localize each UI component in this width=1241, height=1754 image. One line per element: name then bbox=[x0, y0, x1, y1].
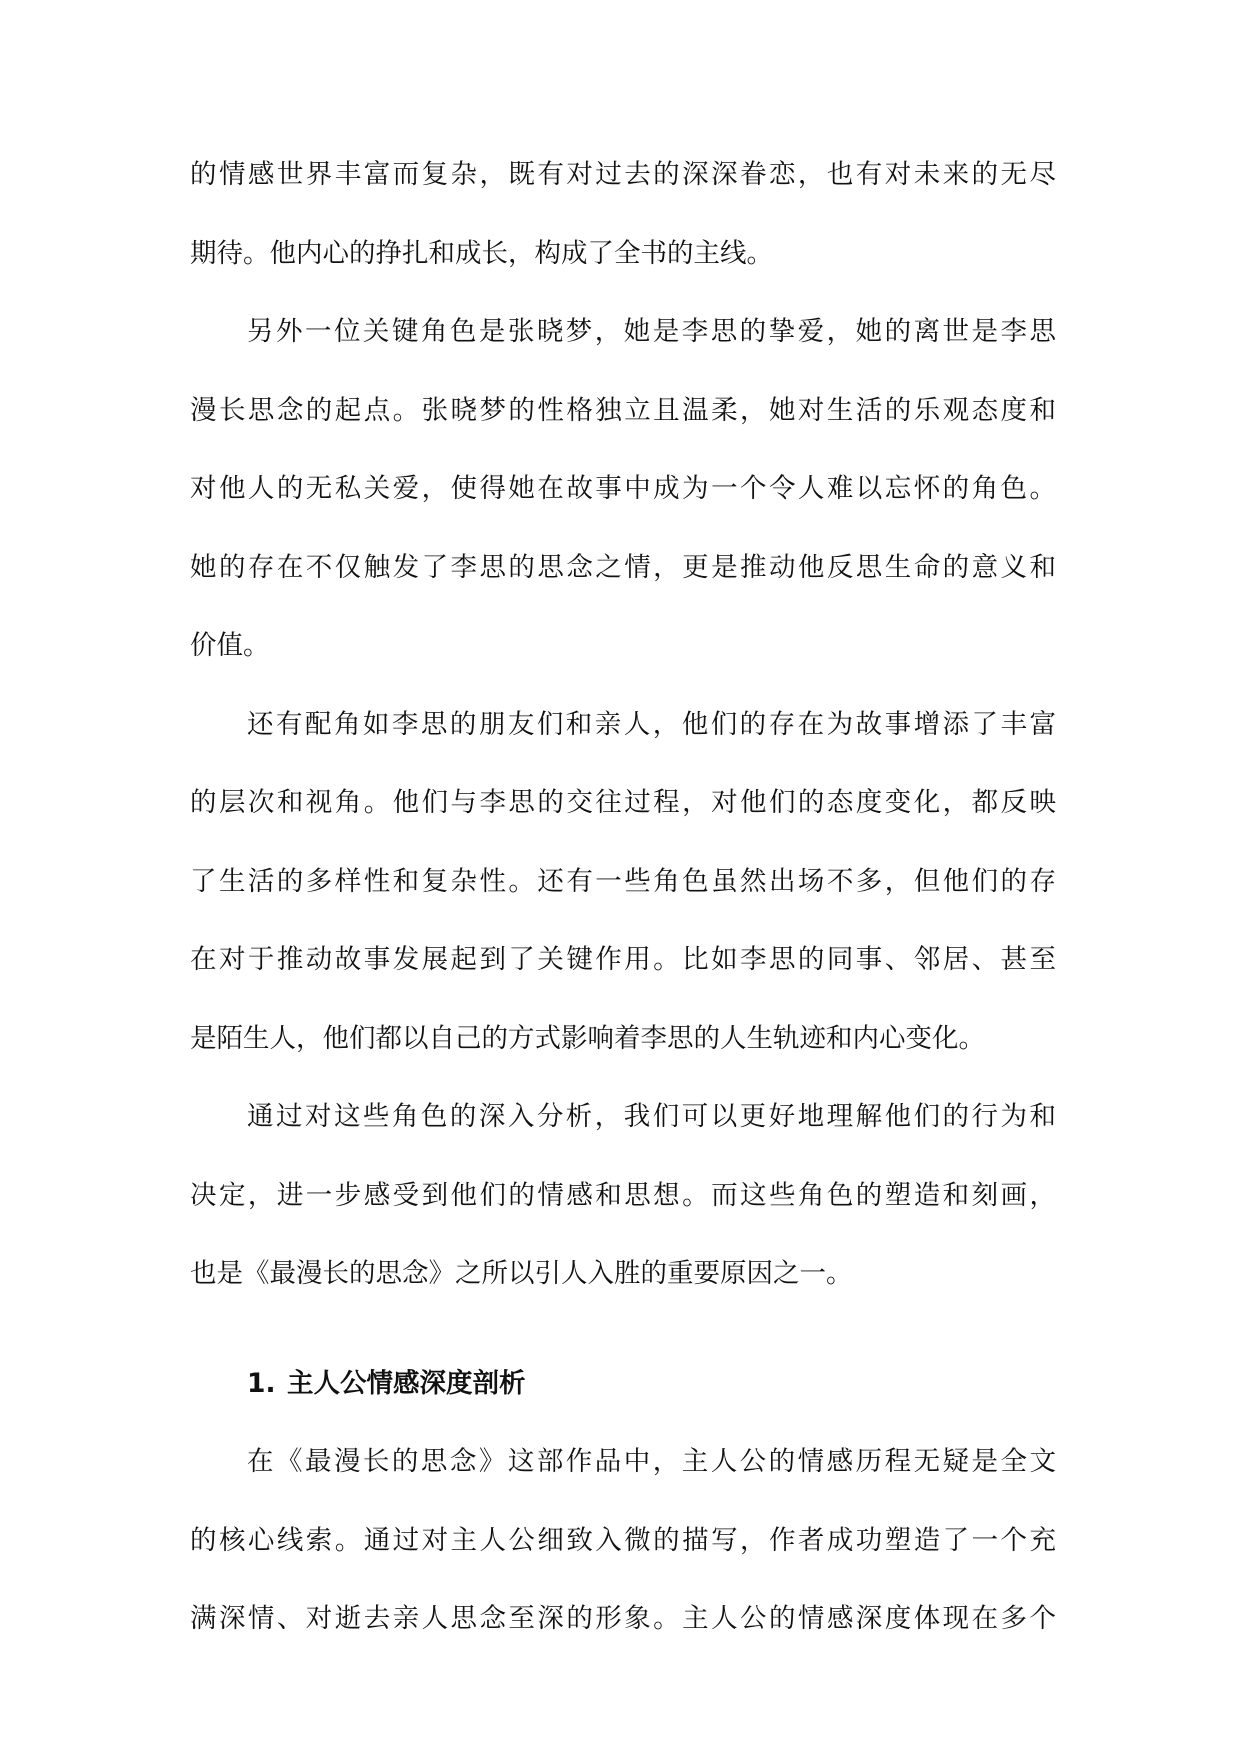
text-line: 的层次和视角。他们与李思的交往过程，对他们的态度变化，都反映 bbox=[190, 787, 1056, 818]
text-line: 她的存在不仅触发了李思的思念之情，更是推动他反思生命的意义和 bbox=[190, 551, 1056, 583]
text-line: 漫长思念的起点。张晓梦的性格独立且温柔，她对生活的乐观态度和 bbox=[190, 394, 1056, 426]
section-heading bbox=[190, 1359, 1056, 1438]
paragraph-4 bbox=[190, 1092, 1056, 1328]
text-line: 期待。他内心的挣扎和成长，构成了全书的主线。 bbox=[190, 237, 773, 269]
paragraph-5 bbox=[190, 1437, 1056, 1673]
text-line: 决定，进一步感受到他们的情感和思想。而这些角色的塑造和刻画， bbox=[190, 1179, 1056, 1211]
text-line: 通过对这些角色的深入分析，我们可以更好地理解他们的行为和 bbox=[247, 1101, 1056, 1132]
paragraph-3 bbox=[190, 700, 1056, 1093]
text-line: 对他人的无私关爱，使得她在故事中成为一个令人难以忘怀的角色。 bbox=[190, 473, 1056, 504]
text-line: 也是《最漫长的思念》之所以引人入胜的重要原因之一。 bbox=[190, 1258, 853, 1289]
paragraph-2 bbox=[190, 307, 1056, 700]
text-line: 的情感世界丰富而复杂，既有对过去的深深眷恋，也有对未来的无尽 bbox=[190, 159, 1056, 190]
text-line: 的核心线索。通过对主人公细致入微的描写，作者成功塑造了一个充 bbox=[190, 1524, 1056, 1556]
text-line: 是陌生人，他们都以自己的方式影响着李思的人生轨迹和内心变化。 bbox=[190, 1022, 985, 1054]
section-gap bbox=[190, 1328, 1056, 1359]
section-title: 主人公情感深度剖析 bbox=[287, 1367, 526, 1399]
paragraph-1 bbox=[190, 150, 1056, 307]
text-line: 了生活的多样性和复杂性。还有一些角色虽然出场不多，但他们的存 bbox=[190, 865, 1056, 897]
section-number: 1. bbox=[247, 1367, 276, 1399]
text-line: 在对于推动故事发展起到了关键作用。比如李思的同事、邻居、甚至 bbox=[190, 944, 1056, 975]
document-body bbox=[190, 150, 1056, 1673]
text-line: 在《最漫长的思念》这部作品中，主人公的情感历程无疑是全文 bbox=[247, 1446, 1056, 1477]
text-line: 还有配角如李思的朋友们和亲人，他们的存在为故事增添了丰富 bbox=[247, 708, 1056, 740]
text-line: 另外一位关键角色是张晓梦，她是李思的挚爱，她的离世是李思 bbox=[247, 316, 1056, 347]
text-line: 满深情、对逝去亲人思念至深的形象。主人公的情感深度体现在多个 bbox=[190, 1603, 1056, 1634]
text-line: 价值。 bbox=[190, 630, 270, 661]
